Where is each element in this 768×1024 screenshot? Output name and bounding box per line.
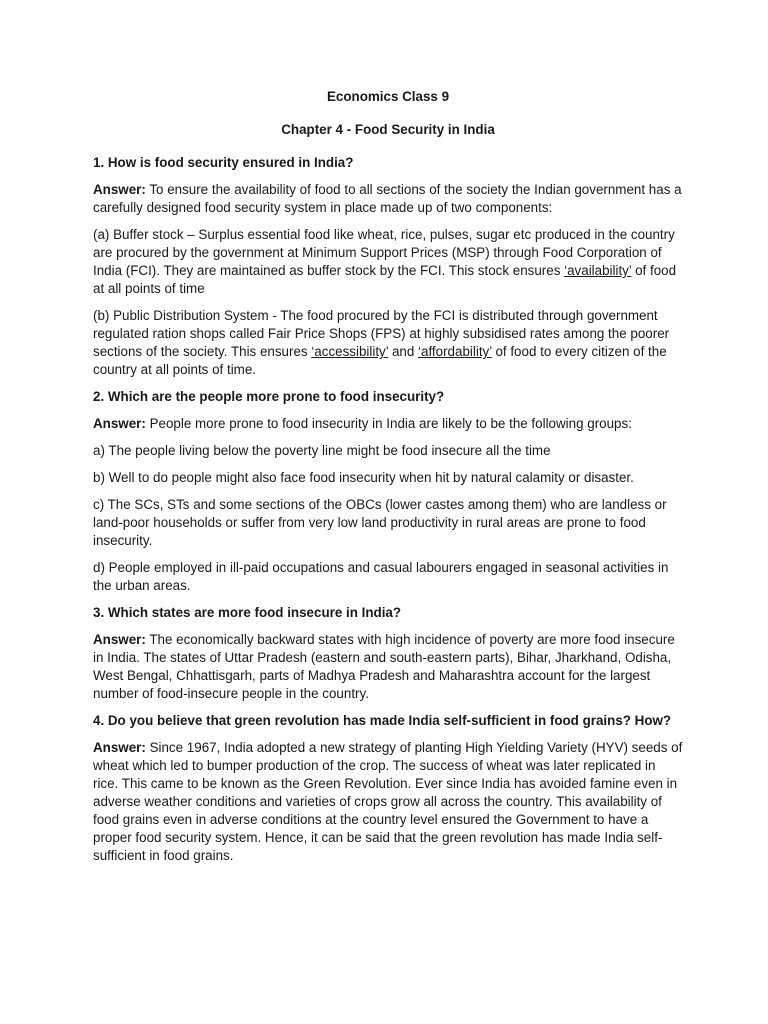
point-b-text: (b) Public Distribution System - The food procured by the FCI is distributed through government regulated ration shops called Fair Price Shops (FPS) at highly subsidised rates among the poorer sections of the society. This ensures [93,308,670,359]
answer-2-point-c: c) The SCs, STs and some sections of the OBCs (lower castes among them) who are landless or land-poor households or suffer from very low land productivity in rural areas are prone to food insecurity. [93,497,667,548]
question-1: 1. How is food security ensured in India? [93,155,354,170]
accessibility-term: ‘accessibility’ [311,344,389,359]
answer-3-text: The economically backward states with high incidence of poverty are more food insecure in India. The states of Uttar Pradesh (eastern and south-eastern parts), Bihar, Jharkhand, Odisha, West Bengal, Chhattisgarh, parts of Madhya Pradesh and Maharashtra account for the largest number of food-insecure people in the country. [93,632,675,701]
answer-2-point-a: a) The people living below the poverty line might be food insecure all the time [93,443,551,458]
answer-1 [93,181,683,217]
document-title: Economics Class 9 [326,89,450,104]
point-b-and: and [388,344,419,359]
point-a-tail: of food at all points of time [93,263,677,296]
answer-4 [93,739,683,865]
answer-label: Answer: [93,740,146,755]
answer-2-text: People more prone to food insecurity in India are likely to be the following groups: [149,416,632,431]
point-a-text: (a) Buffer stock – Surplus essential food like wheat, rice, pulses, sugar etc produced in the country are procured by the government at Minimum Support Prices (MSP) through Food Corporation of India (FCI). They are maintained as buffer stock by the FCI. This stock ensures [93,227,675,278]
answer-2 [93,415,683,433]
question-4: 4. Do you believe that green revolution has made India self-sufficient in food grains? How? [93,713,672,728]
answer-label: Answer: [93,416,146,431]
chapter-title: Chapter 4 - Food Security in India [281,122,495,137]
answer-2-point-d: d) People employed in ill-paid occupations and casual labourers engaged in seasonal activities in the urban areas. [93,560,669,593]
point-b-tail: of food to every citizen of the country at all points of time. [93,344,667,377]
answer-1-point-a [93,226,683,298]
answer-1-text: To ensure the availability of food to all sections of the society the Indian government has a carefully designed food security system in place made up of two components: [93,182,682,215]
answer-label: Answer: [93,182,146,197]
answer-2-point-b: b) Well to do people might also face food insecurity when hit by natural calamity or disaster. [93,470,634,485]
answer-4-text: Since 1967, India adopted a new strategy of planting High Yielding Variety (HYV) seeds of wheat which led to bumper production of the crop. The success of wheat was later replicated in rice. This came to be known as the Green Revolution. Ever since India has avoided famine even in adverse weather conditions and varieties of crops grow all across the country. This availability of food grains even in adverse conditions at the country level ensured the Government to have a proper food security system. Hence, it can be said that the green revolution has made India self-sufficient in food grains. [93,740,683,863]
availability-term: ‘availability’ [564,263,632,278]
answer-3 [93,631,683,703]
answer-label: Answer: [93,632,146,647]
question-2: 2. Which are the people more prone to food insecurity? [93,389,445,404]
affordability-term: ‘affordability’ [418,344,492,359]
document-body [93,88,683,874]
answer-1-point-b [93,307,683,379]
question-3: 3. Which states are more food insecure in India? [93,605,402,620]
